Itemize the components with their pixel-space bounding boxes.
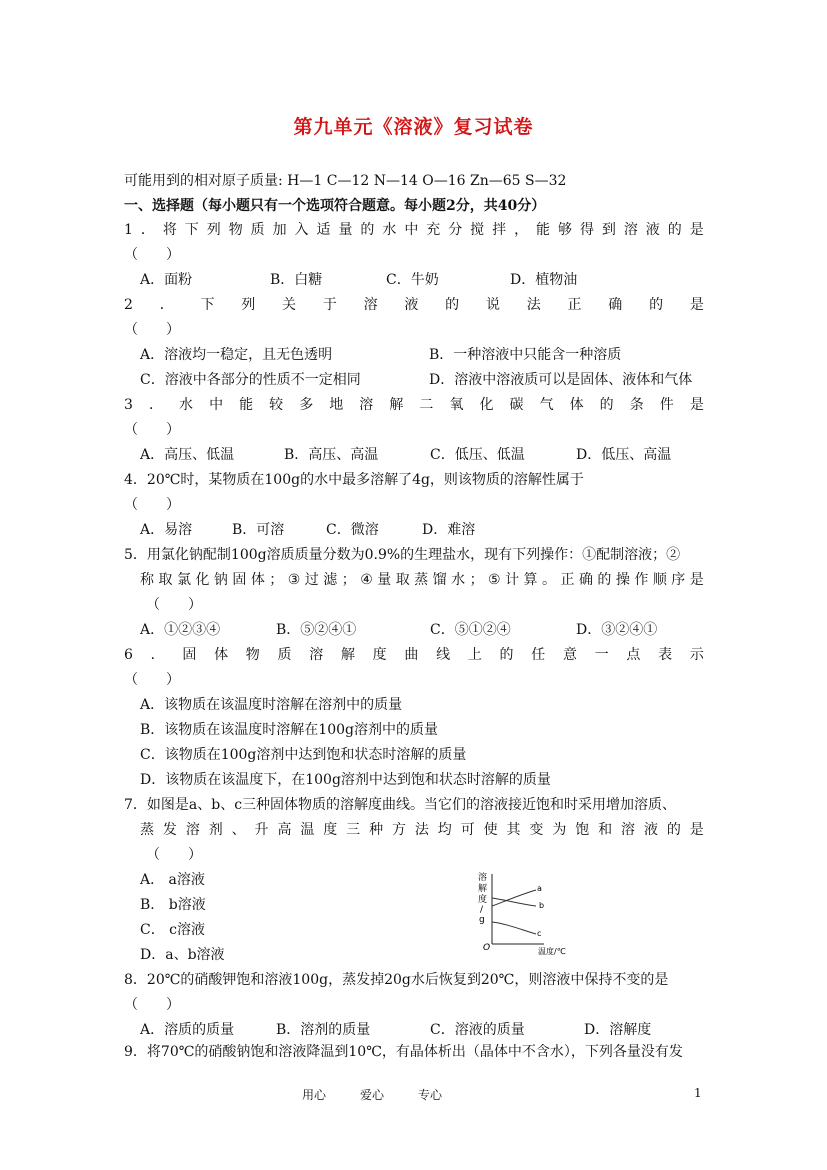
char: 解	[389, 397, 404, 413]
svg-text:度: 度	[478, 895, 488, 905]
answer-bracket: （ ）	[124, 997, 180, 1013]
solubility-curve-figure	[474, 870, 584, 958]
char: ．	[148, 397, 163, 413]
char: 剂	[208, 822, 223, 838]
char: 列	[206, 222, 221, 238]
option-a: A． a溶液	[140, 872, 205, 888]
curve-label-c: c	[537, 929, 542, 938]
char: ，	[514, 222, 529, 238]
char: 使	[483, 822, 498, 838]
char: 线	[436, 647, 451, 663]
char: 固	[182, 647, 197, 663]
char: 6	[124, 647, 133, 663]
footer-slogan-3: 专心	[418, 1088, 443, 1102]
char: 示	[689, 647, 704, 663]
option-b: B．白糖	[270, 272, 323, 288]
question-4-line-1: 4．20℃时，某物质在100g的水中最多溶解了4g，则该物质的溶解性属于	[124, 472, 584, 488]
option-c: C． c溶液	[140, 922, 206, 938]
char: 溶	[359, 397, 374, 413]
char: 的	[597, 572, 612, 588]
page-title: 第九单元《溶液》复习试卷	[293, 116, 534, 138]
curve-a	[492, 890, 536, 906]
char: 能	[239, 397, 254, 413]
char: 种	[369, 822, 384, 838]
option-c: C．低压、低温	[430, 447, 525, 463]
char: 够	[557, 222, 572, 238]
char: 二	[419, 397, 434, 413]
char: ；	[469, 572, 484, 588]
char: 水	[179, 397, 194, 413]
char: 确	[608, 297, 623, 313]
char: 过	[304, 572, 319, 588]
option-c: C．溶液中各部分的性质不一定相同	[140, 372, 361, 388]
answer-bracket: （ ）	[146, 847, 202, 863]
char: 任	[531, 647, 546, 663]
footer-slogan-2: 爱心	[360, 1088, 385, 1102]
char: 计	[505, 572, 520, 588]
char: 液	[645, 222, 660, 238]
option-c: C．⑤①②④	[430, 622, 511, 638]
char: 件	[659, 397, 674, 413]
option-b: B．该物质在该温度时溶解在100g溶剂中的质量	[140, 722, 438, 738]
svg-text:解: 解	[478, 884, 488, 894]
char: 拌	[492, 222, 507, 238]
char: 搅	[470, 222, 485, 238]
char: 的	[667, 222, 682, 238]
char: 体	[250, 572, 265, 588]
char: ；	[269, 572, 284, 588]
option-a: A．①②③④	[140, 622, 221, 638]
char: 化	[195, 572, 210, 588]
question-2-stem	[124, 294, 704, 316]
char: 地	[329, 397, 344, 413]
option-d: D．难溶	[422, 522, 476, 538]
char: 为	[552, 822, 567, 838]
question-5-line-2	[140, 569, 704, 591]
char: 的	[499, 647, 514, 663]
char: 意	[562, 647, 577, 663]
char: 变	[529, 822, 544, 838]
char: 氧	[449, 397, 464, 413]
char: 3	[124, 397, 133, 413]
option-a: A．溶质的质量	[140, 1022, 235, 1038]
char: ．	[140, 222, 155, 238]
option-c: C．溶液的质量	[430, 1022, 525, 1038]
char: 点	[626, 647, 641, 663]
char: 将	[162, 222, 177, 238]
figure-x-axis-label: 温度/℃	[538, 947, 566, 956]
char: 和	[598, 822, 613, 838]
char: 量	[338, 222, 353, 238]
char: 均	[437, 822, 452, 838]
question-6-stem	[124, 644, 704, 666]
char: 溶	[185, 822, 200, 838]
char: 能	[536, 222, 551, 238]
char: 1	[124, 222, 133, 238]
char: 物	[245, 647, 260, 663]
char: 水	[382, 222, 397, 238]
char: 关	[282, 297, 297, 313]
char: 液	[404, 297, 419, 313]
option-b: B． b溶液	[140, 897, 206, 913]
char: ．	[150, 647, 165, 663]
char: 。	[542, 572, 556, 588]
char: 入	[294, 222, 309, 238]
question-8-line-1: 8．20℃的硝酸钾饱和溶液100g，蒸发掉20g水后恢复到20℃，则溶液中保持不变的是	[124, 972, 669, 988]
char: 到	[601, 222, 616, 238]
option-d: D．③②④①	[576, 622, 658, 638]
option-a: A．面粉	[140, 272, 193, 288]
char: 是	[689, 397, 704, 413]
char: 条	[629, 397, 644, 413]
option-b: B．溶剂的质量	[276, 1022, 371, 1038]
question-1-stem	[124, 219, 704, 241]
char: 取	[395, 572, 410, 588]
char: 度	[323, 822, 338, 838]
page-number: 1	[694, 1086, 702, 1100]
char: 溶	[623, 222, 638, 238]
char: 其	[506, 822, 521, 838]
char: 较	[269, 397, 284, 413]
option-a: A．高压、低温	[140, 447, 235, 463]
char: 体	[569, 397, 584, 413]
option-c: C．牛奶	[386, 272, 439, 288]
char: 氯	[176, 572, 191, 588]
char: 表	[658, 647, 673, 663]
curve-label-b: b	[539, 901, 545, 910]
char: 馏	[432, 572, 447, 588]
char: 的	[649, 297, 664, 313]
question-5-line-1: 5．用氯化钠配制100g溶质质量分数为0.9%的生理盐水，现有下列操作：①配制溶液；②	[124, 547, 681, 563]
char: 充	[426, 222, 441, 238]
option-d: D．低压、高温	[576, 447, 672, 463]
answer-bracket: （ ）	[124, 672, 180, 688]
answer-bracket: （ ）	[124, 422, 180, 438]
char: 操	[615, 572, 630, 588]
char: 溶	[363, 297, 378, 313]
svg-text:溶: 溶	[478, 873, 488, 883]
char: 2	[124, 297, 133, 313]
option-d: D．溶解度	[584, 1022, 652, 1038]
answer-bracket: （ ）	[124, 322, 180, 338]
svg-text:/: /	[480, 905, 484, 915]
char: 上	[467, 647, 482, 663]
char: 方	[391, 822, 406, 838]
char: 温	[300, 822, 315, 838]
char: 中	[404, 222, 419, 238]
option-b: B．高压、高温	[284, 447, 379, 463]
char: 碳	[509, 397, 524, 413]
char: 质	[250, 222, 265, 238]
char: 体	[214, 647, 229, 663]
char: 升	[254, 822, 269, 838]
char: 分	[448, 222, 463, 238]
char: 于	[322, 297, 337, 313]
char: 适	[316, 222, 331, 238]
char: 度	[372, 647, 387, 663]
char: ；	[341, 572, 356, 588]
option-a: A．溶液均一稳定，且无色透明	[140, 347, 333, 363]
option-c: C．微溶	[326, 522, 379, 538]
char: 算	[523, 572, 538, 588]
char: 水	[451, 572, 466, 588]
option-b: B．可溶	[232, 522, 285, 538]
char: 正	[567, 297, 582, 313]
char: 滤	[323, 572, 338, 588]
question-7-line-2	[140, 819, 704, 841]
option-b: B．一种溶液中只能含一种溶质	[429, 347, 622, 363]
char: 加	[272, 222, 287, 238]
char: ④	[360, 572, 373, 588]
char: 下	[184, 222, 199, 238]
char: 溶	[621, 822, 636, 838]
answer-bracket: （ ）	[146, 597, 202, 613]
char: 序	[671, 572, 686, 588]
char: 的	[599, 397, 614, 413]
option-d: D．溶液中溶液质可以是固体、液体和气体	[429, 372, 693, 388]
char: 化	[479, 397, 494, 413]
char: 气	[539, 397, 554, 413]
char: 是	[689, 572, 704, 588]
char: 质	[277, 647, 292, 663]
char: ．	[159, 297, 174, 313]
char: 量	[377, 572, 392, 588]
option-d: D．该物质在该温度下，在100g溶剂中达到饱和状态时溶解的质量	[140, 772, 551, 788]
figure-y-axis-label	[478, 871, 487, 925]
char: 三	[346, 822, 361, 838]
char: 确	[578, 572, 593, 588]
char: 多	[299, 397, 314, 413]
figure-origin: O	[483, 943, 491, 953]
char: 列	[241, 297, 256, 313]
char: 饱	[575, 822, 590, 838]
question-9-line-1: 9．将70℃的硝酸钠饱和溶液降温到10℃，有晶体析出（晶体中不含水），下列各量没有发	[124, 1044, 683, 1060]
char: 中	[209, 397, 224, 413]
char: 蒸	[414, 572, 429, 588]
answer-bracket: （ ）	[124, 247, 180, 263]
char: 是	[689, 222, 704, 238]
char: 的	[360, 222, 375, 238]
curve-label-a: a	[537, 884, 542, 893]
char: 物	[228, 222, 243, 238]
svg-text:g: g	[479, 915, 485, 925]
char: 钠	[213, 572, 228, 588]
char: 曲	[404, 647, 419, 663]
char: 、	[231, 822, 246, 838]
char: 作	[634, 572, 649, 588]
char: 蒸	[140, 822, 154, 838]
char: 是	[689, 822, 704, 838]
char: 的	[666, 822, 681, 838]
option-b: B．⑤②④①	[276, 622, 357, 638]
char: 得	[579, 222, 594, 238]
char: 溶	[309, 647, 324, 663]
option-a: A．该物质在该温度时溶解在溶剂中的质量	[140, 697, 403, 713]
char: 解	[340, 647, 355, 663]
question-7-line-1: 7．如图是a、b、c三种固体物质的溶解度曲线。当它们的溶液接近饱和时采用增加溶质、	[124, 797, 677, 813]
option-d: D．植物油	[510, 272, 578, 288]
char: 下	[200, 297, 215, 313]
question-3-stem	[124, 394, 704, 416]
option-d: D．a、b溶液	[140, 947, 225, 963]
char: 液	[643, 822, 658, 838]
section-heading: 一、选择题（每小题只有一个选项符合题意。每小题2分，共40分）	[124, 198, 546, 214]
char: 顺	[652, 572, 667, 588]
char: 是	[689, 297, 704, 313]
char: 的	[445, 297, 460, 313]
curve-c	[492, 922, 536, 934]
curve-b	[492, 898, 536, 906]
option-a: A．易溶	[140, 522, 193, 538]
answer-bracket: （ ）	[124, 497, 180, 513]
char: 正	[560, 572, 575, 588]
char: ③	[287, 572, 301, 588]
char: 说	[485, 297, 500, 313]
char: 可	[460, 822, 475, 838]
char: 取	[158, 572, 173, 588]
atomic-masses: 可能用到的相对原子质量: H—1 C—12 N—14 O—16 Zn—65 S—32	[124, 173, 567, 189]
char: 法	[414, 822, 429, 838]
char: 一	[594, 647, 609, 663]
char: 发	[162, 822, 177, 838]
char: 固	[232, 572, 247, 588]
char: 高	[277, 822, 292, 838]
char: 称	[140, 572, 154, 588]
char: ⑤	[488, 572, 501, 588]
footer-slogan-1: 用心	[302, 1088, 327, 1102]
char: 法	[526, 297, 541, 313]
option-c: C．该物质在100g溶剂中达到饱和状态时溶解的质量	[140, 747, 467, 763]
